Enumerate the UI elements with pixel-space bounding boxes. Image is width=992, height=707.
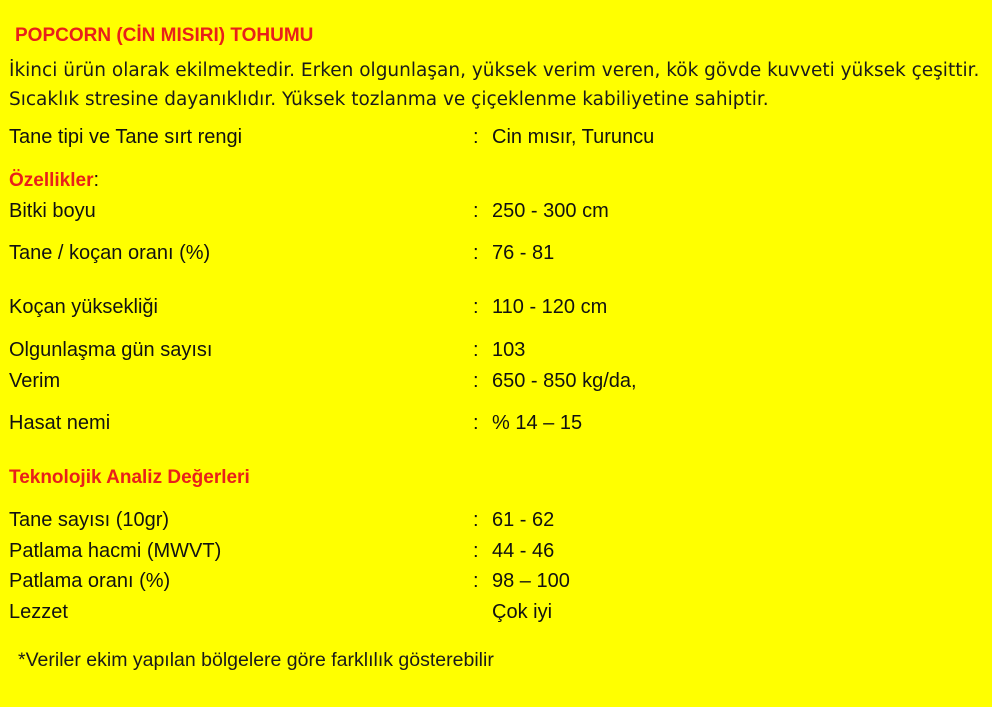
spec-value: 98 – 100 bbox=[492, 570, 570, 592]
spec-label: Patlama oranı (%) bbox=[9, 570, 171, 592]
spec-row-harvest-moisture bbox=[9, 409, 979, 437]
spec-colon: : bbox=[473, 370, 479, 392]
spec-label: Olgunlaşma gün sayısı bbox=[9, 339, 213, 361]
spec-row-plant-height bbox=[9, 197, 979, 225]
spec-row-grain bbox=[9, 123, 979, 151]
spec-value: 110 - 120 cm bbox=[492, 296, 608, 318]
spec-value: 76 - 81 bbox=[492, 242, 555, 264]
spec-value: 650 - 850 kg/da, bbox=[492, 370, 637, 392]
spec-row-cob-height bbox=[9, 293, 979, 321]
spec-row-yield bbox=[9, 367, 979, 395]
spec-colon: : bbox=[473, 296, 479, 318]
spec-colon: : bbox=[473, 412, 479, 434]
spec-value: 61 - 62 bbox=[492, 509, 555, 531]
spec-label: Tane sayısı (10gr) bbox=[9, 509, 170, 531]
features-heading bbox=[9, 166, 99, 195]
spec-colon: : bbox=[473, 126, 479, 148]
spec-label: Koçan yüksekliği bbox=[9, 296, 158, 318]
spec-label: Lezzet bbox=[9, 601, 68, 623]
spec-row-maturity-days bbox=[9, 336, 979, 364]
spec-row-taste bbox=[9, 598, 979, 626]
spec-label: Bitki boyu bbox=[9, 200, 96, 222]
spec-value: 103 bbox=[492, 339, 526, 361]
analysis-heading: Teknolojik Analiz Değerleri bbox=[9, 467, 250, 488]
spec-colon: : bbox=[473, 200, 479, 222]
spec-colon: : bbox=[473, 540, 479, 562]
spec-label: Patlama hacmi (MWVT) bbox=[9, 540, 222, 562]
spec-row-grain-cob-ratio bbox=[9, 239, 979, 267]
spec-label: Tane tipi ve Tane sırt rengi bbox=[9, 126, 243, 148]
spec-row-popping-rate bbox=[9, 567, 979, 595]
spec-value: Çok iyi bbox=[492, 601, 553, 623]
spec-label: Hasat nemi bbox=[9, 412, 111, 434]
spec-colon: : bbox=[473, 570, 479, 592]
features-heading-text: Özellikler bbox=[9, 170, 94, 191]
footnote: *Veriler ekim yapılan bölgelere göre farklılık gösterebilir bbox=[18, 649, 494, 671]
spec-colon: : bbox=[473, 339, 479, 361]
spec-value: Cin mısır, Turuncu bbox=[492, 126, 655, 148]
spec-value: 250 - 300 cm bbox=[492, 200, 609, 222]
spec-value: 44 - 46 bbox=[492, 540, 555, 562]
spec-row-popping-volume bbox=[9, 537, 979, 565]
spec-colon: : bbox=[473, 509, 479, 531]
spec-row-grain-count bbox=[9, 506, 979, 534]
spec-label: Verim bbox=[9, 370, 61, 392]
product-description: İkinci ürün olarak ekilmektedir. Erken olgunlaşan, yüksek verim veren, kök gövde kuvveti yüksek çeşittir. Sıcaklık stresine dayanıklıdır. Yüksek tozlanma ve çiçeklenme kabiliyetine sahiptir. bbox=[9, 60, 980, 110]
features-heading-colon: : bbox=[93, 169, 100, 191]
page-title: POPCORN (CİN MISIRI) TOHUMU bbox=[15, 25, 314, 46]
spec-value: % 14 – 15 bbox=[492, 412, 583, 434]
spec-label: Tane / koçan oranı (%) bbox=[9, 242, 211, 264]
spec-colon: : bbox=[473, 242, 479, 264]
